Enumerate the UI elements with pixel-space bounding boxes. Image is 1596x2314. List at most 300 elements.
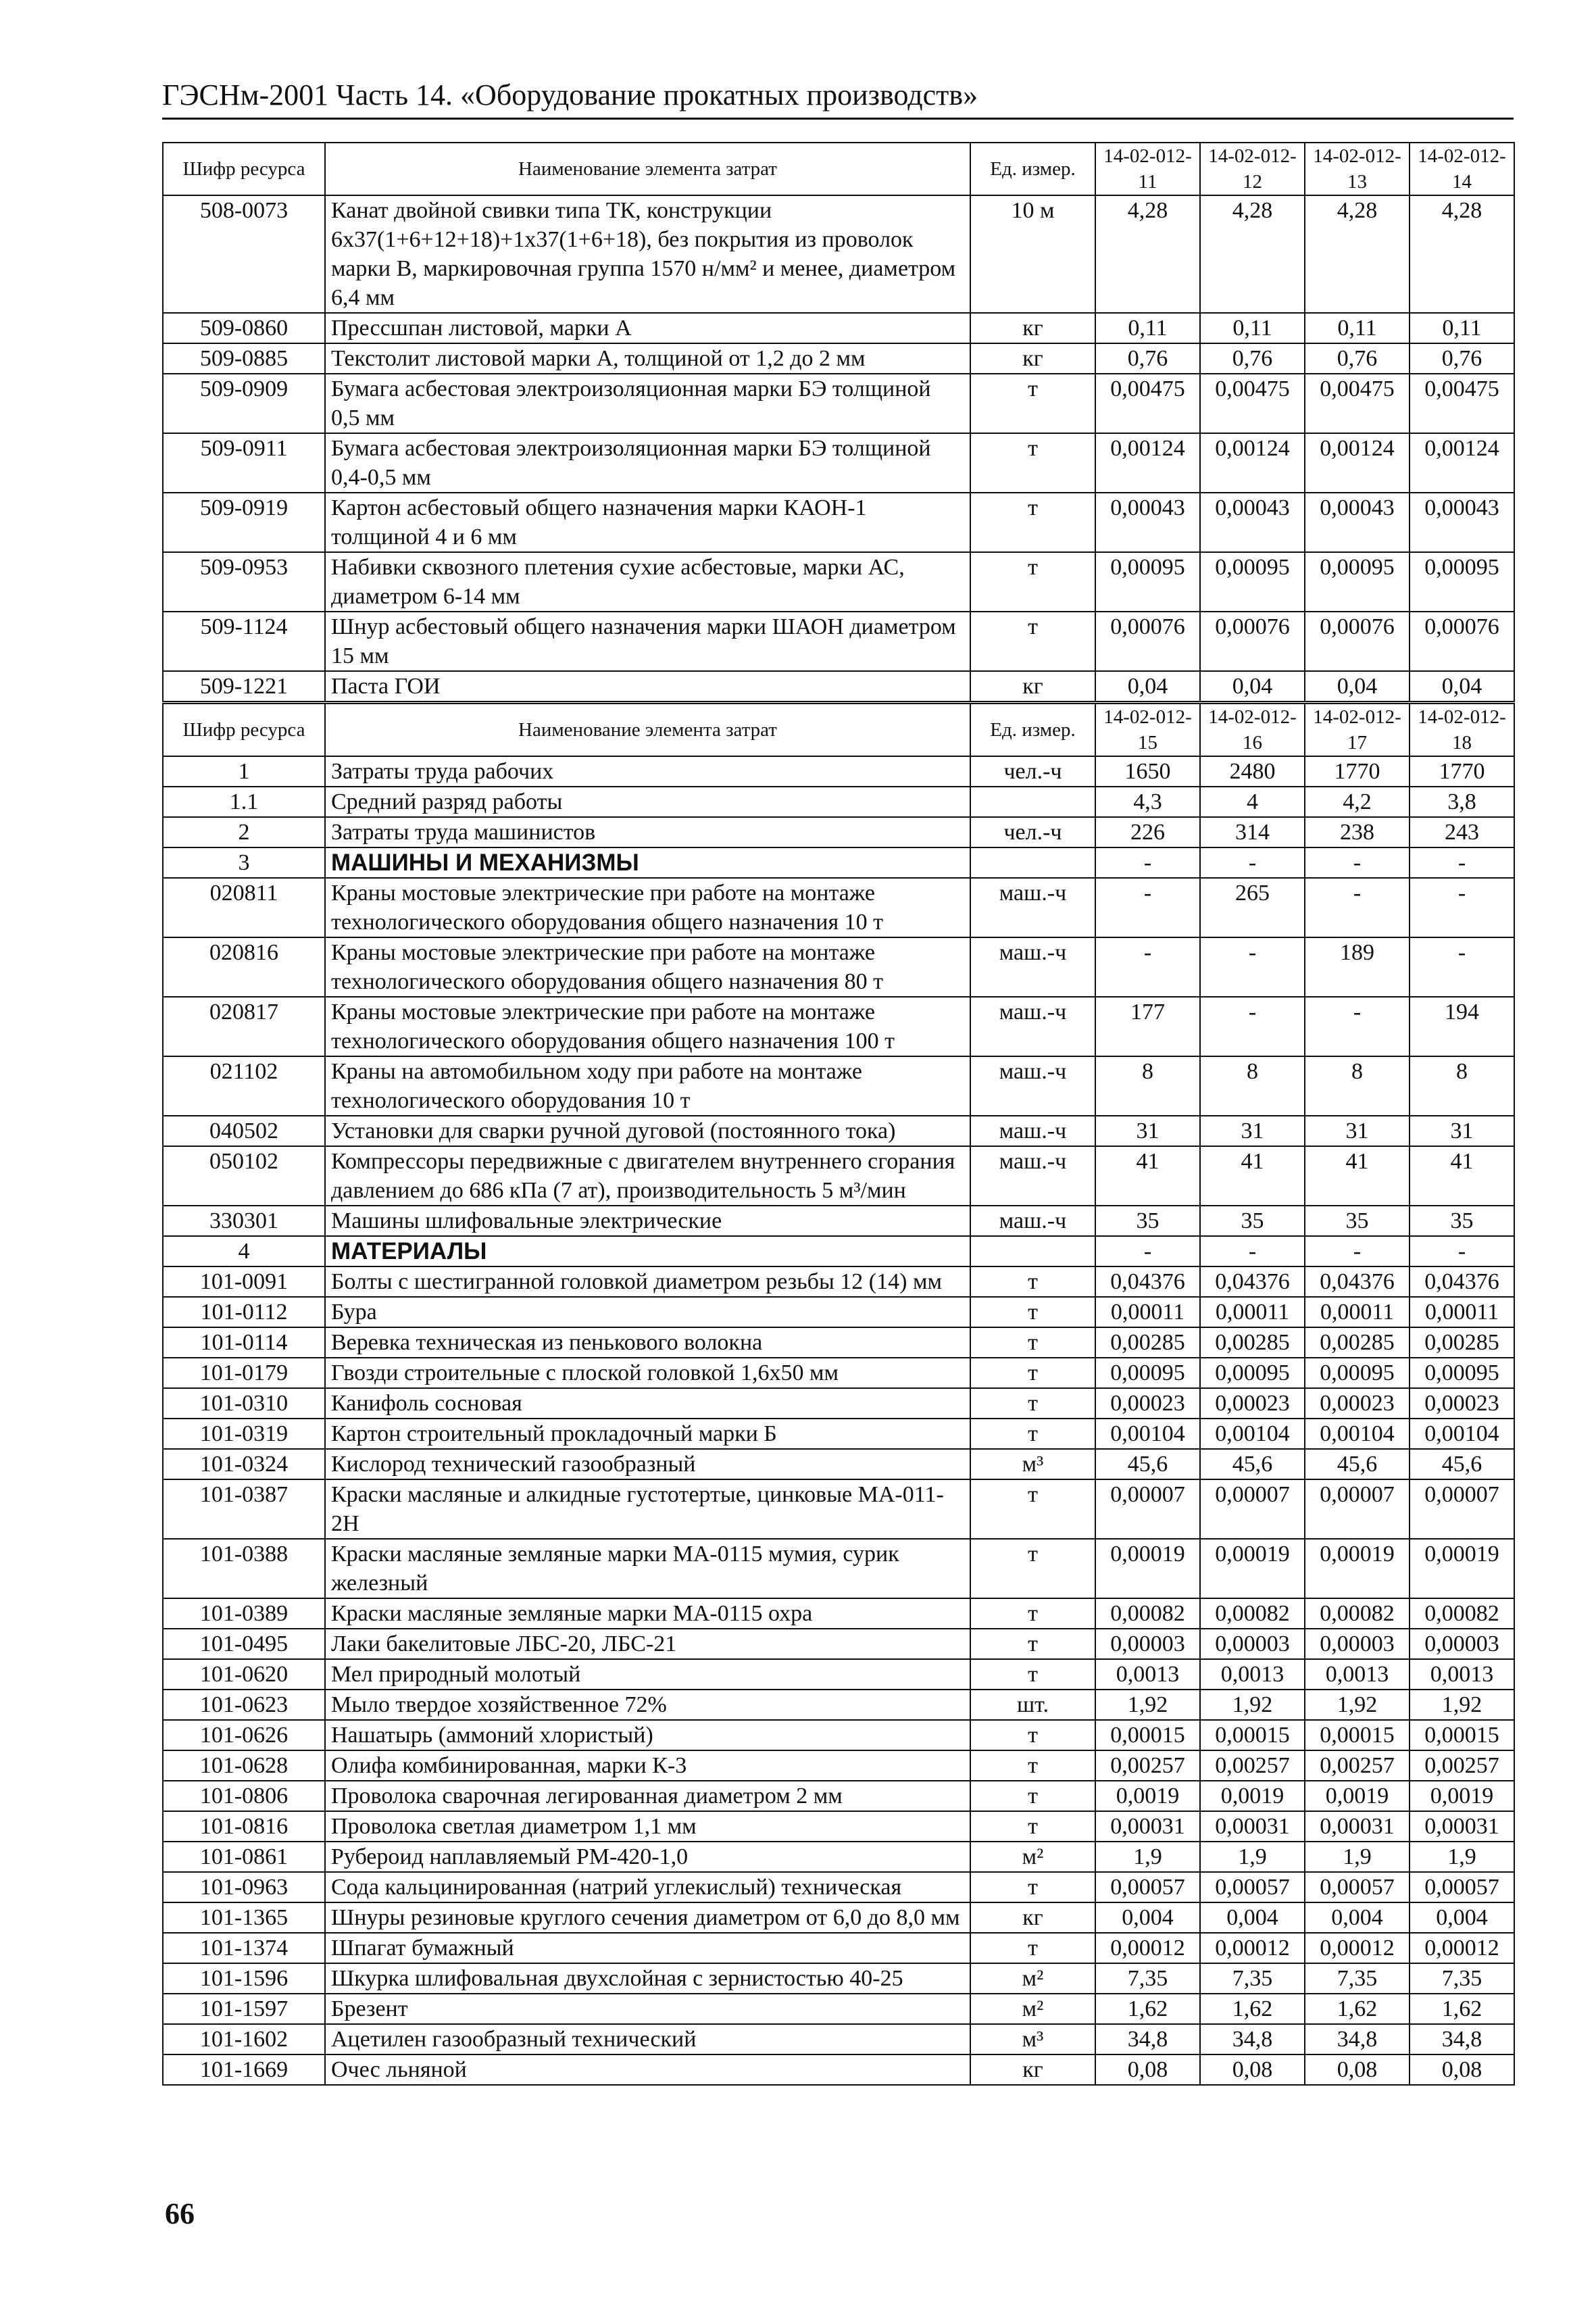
table-row [163,195,1514,313]
norm-value-1: - [1095,1236,1200,1266]
norm-value-4: 0,0019 [1410,1781,1514,1811]
norm-value-2: 0,00057 [1200,1872,1305,1902]
norm-value-3: 1,9 [1305,1842,1410,1872]
resource-name: Проволока сварочная легированная диаметром 2 мм [325,1781,970,1811]
norm-value-3: 0,0019 [1305,1781,1410,1811]
table-header-row [163,704,1514,756]
norm-value-3: 0,04376 [1305,1266,1410,1297]
resource-unit: т [970,1388,1095,1419]
norm-value-2: 4,28 [1200,195,1305,313]
resource-code: 101-0112 [163,1297,325,1327]
norm-value-3: 4,28 [1305,195,1410,313]
norm-value-2: 0,08 [1200,2054,1305,2085]
norm-value-3: 0,00285 [1305,1327,1410,1358]
norm-value-1: 0,04376 [1095,1266,1200,1297]
norm-value-1: 0,004 [1095,1902,1200,1933]
resource-name: Паста ГОИ [325,671,970,701]
col-header-unit: Ед. измер. [970,704,1095,756]
norm-value-3: - [1305,1236,1410,1266]
norm-value-1: 0,00012 [1095,1933,1200,1963]
col-header-name: Наименование элемента затрат [325,143,970,195]
table-row [163,1388,1514,1419]
norm-value-3: 41 [1305,1146,1410,1206]
resource-code: 509-0911 [163,433,325,493]
resource-name: Кислород технический газообразный [325,1449,970,1479]
norm-value-3: - [1305,878,1410,937]
table-row [163,374,1514,433]
norm-value-1: 0,00023 [1095,1388,1200,1419]
resource-name: Сода кальцинированная (натрий углекислый) техническая [325,1872,970,1902]
norm-value-2: 35 [1200,1206,1305,1236]
table-row [163,1690,1514,1720]
norm-value-2: 2480 [1200,756,1305,787]
norm-value-4: 0,0013 [1410,1659,1514,1690]
resource-name: Очес льняной [325,2054,970,2085]
norm-value-2: 1,9 [1200,1842,1305,1872]
norm-value-3: 0,11 [1305,313,1410,343]
col-header-norm-2: 14-02-012-16 [1200,704,1305,756]
norm-value-3: 8 [1305,1056,1410,1116]
norm-value-3: 0,00011 [1305,1297,1410,1327]
resource-code: 021102 [163,1056,325,1116]
norm-value-1: 0,00124 [1095,433,1200,493]
norm-value-2: 0,004 [1200,1902,1305,1933]
resource-name: Текстолит листовой марки А, толщиной от 1,2 до 2 мм [325,343,970,374]
norm-value-3: 0,00057 [1305,1872,1410,1902]
norm-value-3: 0,004 [1305,1902,1410,1933]
resource-code: 101-0623 [163,1690,325,1720]
resource-code: 101-0319 [163,1419,325,1449]
norm-value-3: 0,00095 [1305,552,1410,612]
norm-value-1: 7,35 [1095,1963,1200,1994]
resource-name: Нашатырь (аммоний хлористый) [325,1720,970,1750]
norm-value-1: 8 [1095,1056,1200,1116]
norm-value-3: 0,08 [1305,2054,1410,2085]
col-header-norm-4: 14-02-012-14 [1410,143,1514,195]
norm-value-2: 1,62 [1200,1994,1305,2024]
resource-code: 101-0861 [163,1842,325,1872]
resource-unit: кг [970,1902,1095,1933]
norm-value-3: 0,0013 [1305,1659,1410,1690]
norm-value-2: 1,92 [1200,1690,1305,1720]
resource-name: Картон асбестовый общего назначения марки КАОН-1 толщиной 4 и 6 мм [325,493,970,552]
table-row [163,343,1514,374]
norm-value-1: 45,6 [1095,1449,1200,1479]
resource-unit: маш.-ч [970,937,1095,997]
resource-name: Шнур асбестовый общего назначения марки ШАОН диаметром 15 мм [325,612,970,671]
resource-name: Затраты труда машинистов [325,817,970,847]
norm-value-4: 0,04 [1410,671,1514,701]
table-row [163,878,1514,937]
norm-value-2: 34,8 [1200,2024,1305,2054]
norm-value-1: 0,00015 [1095,1720,1200,1750]
table-row [163,433,1514,493]
norm-value-4: 1,9 [1410,1842,1514,1872]
resource-code: 330301 [163,1206,325,1236]
resource-code: 101-1602 [163,2024,325,2054]
resource-unit: т [970,1659,1095,1690]
resource-unit: т [970,1781,1095,1811]
resource-unit: маш.-ч [970,1146,1095,1206]
table-row [163,1056,1514,1116]
table-row [163,1994,1514,2024]
resource-name: Шкурка шлифовальная двухслойная с зернистостью 40-25 [325,1963,970,1994]
table-row [163,1902,1514,1933]
resource-unit: маш.-ч [970,997,1095,1056]
resource-name: Краски масляные и алкидные густотертые, цинковые МА-011-2Н [325,1479,970,1539]
resource-name: Мел природный молотый [325,1659,970,1690]
resource-unit: чел.-ч [970,756,1095,787]
resource-name: Установки для сварки ручной дуговой (постоянного тока) [325,1116,970,1146]
resource-unit: маш.-ч [970,878,1095,937]
norm-value-3: 0,00007 [1305,1479,1410,1539]
resource-code: 101-0806 [163,1781,325,1811]
resource-unit: т [970,1811,1095,1842]
table-row [163,313,1514,343]
norm-value-1: 1,62 [1095,1994,1200,2024]
resource-code: 509-0909 [163,374,325,433]
norm-value-4: 0,00285 [1410,1327,1514,1358]
norm-value-4: - [1410,847,1514,878]
norm-value-2: 0,00015 [1200,1720,1305,1750]
resource-code: 101-0114 [163,1327,325,1358]
norm-value-3: 45,6 [1305,1449,1410,1479]
norm-value-1: 0,08 [1095,2054,1200,2085]
resource-unit: т [970,1266,1095,1297]
norm-value-3: 1,92 [1305,1690,1410,1720]
norm-value-4: 31 [1410,1116,1514,1146]
norm-value-4: 0,11 [1410,313,1514,343]
norm-value-1: 0,00019 [1095,1539,1200,1598]
resource-unit: т [970,1598,1095,1629]
norm-value-2: 0,00043 [1200,493,1305,552]
norm-value-1: 0,0019 [1095,1781,1200,1811]
resource-name: Набивки сквозного плетения сухие асбестовые, марки АС, диаметром 6-14 мм [325,552,970,612]
norm-value-2: 0,00003 [1200,1629,1305,1659]
table-row [163,756,1514,787]
resource-code: 020817 [163,997,325,1056]
norm-value-1: 41 [1095,1146,1200,1206]
norm-value-1: 0,00475 [1095,374,1200,433]
table-row [163,671,1514,701]
norm-value-4: 0,00043 [1410,493,1514,552]
norm-value-4: 8 [1410,1056,1514,1116]
resource-code: 509-0953 [163,552,325,612]
resource-unit: кг [970,671,1095,701]
resource-name: Проволока светлая диаметром 1,1 мм [325,1811,970,1842]
resource-code: 509-0885 [163,343,325,374]
resource-code: 040502 [163,1116,325,1146]
norm-value-3: 0,00104 [1305,1419,1410,1449]
table-row [163,1933,1514,1963]
norm-value-4: 7,35 [1410,1963,1514,1994]
table-row [163,552,1514,612]
norm-value-2: 0,00031 [1200,1811,1305,1842]
resource-name: Картон строительный прокладочный марки Б [325,1419,970,1449]
resource-code: 020811 [163,878,325,937]
resource-code: 101-0495 [163,1629,325,1659]
norm-value-2: 0,00082 [1200,1598,1305,1629]
resource-unit: м³ [970,2024,1095,2054]
norm-value-2: 314 [1200,817,1305,847]
norm-value-4: 0,00082 [1410,1598,1514,1629]
norm-value-2: 0,00095 [1200,1358,1305,1388]
norm-value-4: 0,00019 [1410,1539,1514,1598]
resource-unit: т [970,612,1095,671]
norm-value-1: 0,00043 [1095,493,1200,552]
resource-unit: т [970,1358,1095,1388]
table-row [163,2024,1514,2054]
norm-value-4: 0,00057 [1410,1872,1514,1902]
resource-code: 101-0387 [163,1479,325,1539]
resource-code: 101-1365 [163,1902,325,1933]
norm-value-4: 0,00011 [1410,1297,1514,1327]
norm-value-2: 0,00104 [1200,1419,1305,1449]
norm-value-2: - [1200,1236,1305,1266]
resource-name: Брезент [325,1994,970,2024]
resource-code: 101-0324 [163,1449,325,1479]
page-header: ГЭСНм-2001 Часть 14. «Оборудование прокатных производств» [162,78,978,112]
resource-code: 508-0073 [163,195,325,313]
resource-unit: т [970,1419,1095,1449]
norm-value-1: - [1095,937,1200,997]
norm-value-1: 4,28 [1095,195,1200,313]
norm-value-1: 0,76 [1095,343,1200,374]
table-row [163,1811,1514,1842]
header-rule [162,118,1514,120]
resource-unit: т [970,493,1095,552]
norm-value-3: 4,2 [1305,787,1410,817]
norm-value-1: 0,00104 [1095,1419,1200,1449]
norm-value-2: 8 [1200,1056,1305,1116]
norm-value-2: 0,00007 [1200,1479,1305,1539]
norm-value-3: 0,00043 [1305,493,1410,552]
col-header-unit: Ед. измер. [970,143,1095,195]
table-row [163,817,1514,847]
resource-name: Веревка техническая из пенькового волокна [325,1327,970,1358]
norm-value-4: 0,00124 [1410,433,1514,493]
resource-code: 101-1596 [163,1963,325,1994]
norm-value-4: 0,00095 [1410,1358,1514,1388]
resource-name: МАТЕРИАЛЫ [325,1236,970,1266]
norm-value-3: 7,35 [1305,1963,1410,1994]
norm-value-2: 0,00012 [1200,1933,1305,1963]
resource-unit: маш.-ч [970,1206,1095,1236]
norm-value-4: 4,28 [1410,195,1514,313]
resource-name: Краны на автомобильном ходу при работе на монтаже технологического оборудования 10 т [325,1056,970,1116]
resource-unit: т [970,1539,1095,1598]
norm-value-2: 0,0013 [1200,1659,1305,1690]
norm-value-2: 0,00011 [1200,1297,1305,1327]
norm-value-3: 189 [1305,937,1410,997]
norm-value-1: 0,00031 [1095,1811,1200,1842]
resource-code: 509-0860 [163,313,325,343]
norm-value-1: 0,11 [1095,313,1200,343]
table-row [163,1297,1514,1327]
col-header-code: Шифр ресурса [163,704,325,756]
norm-value-2: 4 [1200,787,1305,817]
table-row [163,493,1514,552]
col-header-code: Шифр ресурса [163,143,325,195]
col-header-norm-2: 14-02-012-12 [1200,143,1305,195]
norm-value-4: - [1410,878,1514,937]
resource-code: 101-1669 [163,2054,325,2085]
table-row [163,1720,1514,1750]
table-row [163,997,1514,1056]
resource-name: Олифа комбинированная, марки К-3 [325,1750,970,1781]
norm-value-1: 226 [1095,817,1200,847]
col-header-norm-3: 14-02-012-13 [1305,143,1410,195]
resource-unit: т [970,1327,1095,1358]
resource-code: 101-0179 [163,1358,325,1388]
resource-name: Бумага асбестовая электроизоляционная марки БЭ толщиной 0,5 мм [325,374,970,433]
resource-unit: м³ [970,1449,1095,1479]
resource-name: Краны мостовые электрические при работе на монтаже технологического оборудования общего назначения 80 т [325,937,970,997]
resource-name: Машины шлифовальные электрические [325,1206,970,1236]
norm-value-1: 0,00095 [1095,1358,1200,1388]
table-row [163,1206,1514,1236]
resource-name: Бумага асбестовая электроизоляционная марки БЭ толщиной 0,4-0,5 мм [325,433,970,493]
resource-unit: шт. [970,1690,1095,1720]
resource-code: 020816 [163,937,325,997]
col-header-norm-1: 14-02-012-11 [1095,143,1200,195]
norm-value-1: 0,00007 [1095,1479,1200,1539]
table-row [163,937,1514,997]
resource-name: Краски масляные земляные марки МА-0115 мумия, сурик железный [325,1539,970,1598]
table-row [163,1963,1514,1994]
norm-value-4: 0,00023 [1410,1388,1514,1419]
norm-value-4: - [1410,937,1514,997]
resource-name: Канат двойной свивки типа ТК, конструкции 6х37(1+6+12+18)+1х37(1+6+18), без покрытия из проволок марки В, маркировочная группа 1570 н/мм² и менее, диаметром 6,4 мм [325,195,970,313]
resource-code: 2 [163,817,325,847]
resource-code: 101-0388 [163,1539,325,1598]
norm-value-3: 35 [1305,1206,1410,1236]
norm-value-2: 41 [1200,1146,1305,1206]
col-header-norm-3: 14-02-012-17 [1305,704,1410,756]
norm-value-3: 0,00012 [1305,1933,1410,1963]
norm-value-3: 0,00003 [1305,1629,1410,1659]
norm-value-4: 243 [1410,817,1514,847]
norm-value-4: 3,8 [1410,787,1514,817]
norm-value-2: 0,76 [1200,343,1305,374]
resource-code: 101-0310 [163,1388,325,1419]
norm-value-1: - [1095,878,1200,937]
table-header-row [163,143,1514,195]
norm-value-1: 0,00076 [1095,612,1200,671]
resource-name: Канифоль сосновая [325,1388,970,1419]
resource-unit: т [970,1720,1095,1750]
norm-value-3: 0,04 [1305,671,1410,701]
resource-name: Затраты труда рабочих [325,756,970,787]
col-header-norm-1: 14-02-012-15 [1095,704,1200,756]
resource-unit [970,1236,1095,1266]
col-header-name: Наименование элемента затрат [325,704,970,756]
resource-unit: т [970,1933,1095,1963]
norm-value-4: 0,76 [1410,343,1514,374]
resource-code: 050102 [163,1146,325,1206]
resource-code: 509-1124 [163,612,325,671]
norm-value-1: 4,3 [1095,787,1200,817]
resource-code: 1.1 [163,787,325,817]
table-row [163,1872,1514,1902]
norm-value-1: 31 [1095,1116,1200,1146]
norm-value-1: 0,00082 [1095,1598,1200,1629]
resource-name: Шнуры резиновые круглого сечения диаметром от 6,0 до 8,0 мм [325,1902,970,1933]
resource-unit: кг [970,2054,1095,2085]
resource-unit: т [970,1479,1095,1539]
resource-name: Краны мостовые электрические при работе на монтаже технологического оборудования общего назначения 100 т [325,997,970,1056]
resource-unit: маш.-ч [970,1116,1095,1146]
norm-value-4: 0,00015 [1410,1720,1514,1750]
table-row [163,1266,1514,1297]
table-row [163,1449,1514,1479]
norm-value-2: 31 [1200,1116,1305,1146]
norm-value-2: 0,00257 [1200,1750,1305,1781]
table-row [163,1598,1514,1629]
resource-unit: т [970,1750,1095,1781]
norm-value-3: 238 [1305,817,1410,847]
resource-code: 101-0620 [163,1659,325,1690]
norm-value-2: 0,00019 [1200,1539,1305,1598]
resource-unit: т [970,374,1095,433]
resource-code: 101-0091 [163,1266,325,1297]
norm-value-4: 0,00031 [1410,1811,1514,1842]
resource-unit: т [970,552,1095,612]
norm-value-1: 35 [1095,1206,1200,1236]
resource-name: Краски масляные земляные марки МА-0115 охра [325,1598,970,1629]
resource-name: Компрессоры передвижные с двигателем внутреннего сгорания давлением до 686 кПа (7 ат), производительность 5 м³/мин [325,1146,970,1206]
norm-value-3: 1,62 [1305,1994,1410,2024]
resource-name: Бура [325,1297,970,1327]
norm-value-3: 0,00082 [1305,1598,1410,1629]
resource-unit: м² [970,1963,1095,1994]
resource-table-1 [162,142,1514,702]
table-row [163,1659,1514,1690]
norm-value-3: 0,76 [1305,343,1410,374]
norm-value-2: 0,11 [1200,313,1305,343]
norm-value-3: 0,00475 [1305,374,1410,433]
resource-unit: кг [970,313,1095,343]
resource-name: Шпагат бумажный [325,1933,970,1963]
page-number: 66 [165,2197,195,2230]
resource-unit: кг [970,343,1095,374]
resource-table-2 [162,703,1514,2086]
resource-code: 509-0919 [163,493,325,552]
norm-value-3: - [1305,847,1410,878]
resource-code: 101-1597 [163,1994,325,2024]
resource-name: Болты с шестигранной головкой диаметром резьбы 12 (14) мм [325,1266,970,1297]
norm-value-3: 0,00076 [1305,612,1410,671]
norm-value-1: 1650 [1095,756,1200,787]
norm-value-3: 34,8 [1305,2024,1410,2054]
norm-value-3: 1770 [1305,756,1410,787]
norm-value-1: 0,0013 [1095,1659,1200,1690]
norm-value-4: 0,00076 [1410,612,1514,671]
norm-value-4: 0,00257 [1410,1750,1514,1781]
table-row [163,1146,1514,1206]
resource-unit: чел.-ч [970,817,1095,847]
norm-value-4: 34,8 [1410,2024,1514,2054]
norm-value-4: 0,00095 [1410,552,1514,612]
resource-unit: т [970,1872,1095,1902]
table-row [163,1479,1514,1539]
norm-value-1: 0,04 [1095,671,1200,701]
norm-value-2: 0,04 [1200,671,1305,701]
resource-code: 101-0963 [163,1872,325,1902]
norm-value-4: 0,00012 [1410,1933,1514,1963]
resource-name: Мыло твердое хозяйственное 72% [325,1690,970,1720]
table-row [163,612,1514,671]
